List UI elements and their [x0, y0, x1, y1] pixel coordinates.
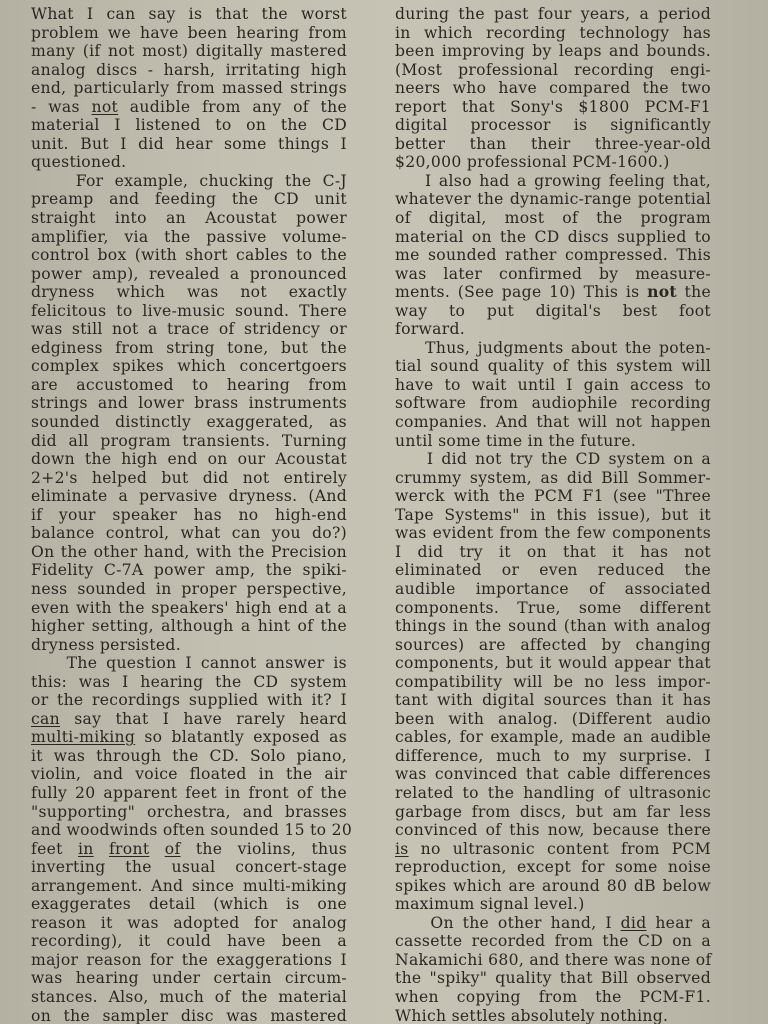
text-run: did all program transients. Turning	[31, 431, 347, 450]
text-run: werck with the PCM F1 (see "Three	[395, 487, 711, 506]
text-line	[395, 784, 711, 803]
text-run: the	[676, 283, 711, 302]
emphasized-text: is	[395, 839, 409, 858]
text-run: even with the speakers' high end at a	[31, 598, 347, 617]
text-run: the "spiky" quality that Bill observed	[395, 969, 711, 988]
text-run: reason it was adopted for analog	[31, 913, 347, 932]
text-run: strings and lower brass instruments	[31, 394, 347, 413]
text-run: crummy system, as did Bill Sommer-	[395, 468, 711, 487]
text-line	[395, 135, 711, 154]
emphasized-text: did	[620, 913, 647, 932]
text-line	[395, 172, 711, 191]
text-line	[395, 654, 711, 673]
text-run: if your speaker has no high-end	[31, 505, 347, 524]
text-line	[395, 877, 711, 896]
text-run: and woodwinds often sounded 15 to 20	[31, 821, 353, 840]
text-line	[395, 636, 711, 655]
text-run: What I can say is that the worst	[31, 5, 347, 23]
text-run: software from audiophile recording	[395, 394, 711, 413]
text-run: control box (with short cables to the	[31, 246, 347, 265]
text-run: eliminate a pervasive dryness. (And	[31, 487, 347, 506]
text-run: sounded distinctly exaggerated, as	[31, 413, 347, 432]
text-line	[31, 190, 347, 209]
text-run: 2+2's helped but did not entirely	[31, 468, 347, 487]
text-run: complex spikes which concertgoers	[31, 357, 347, 376]
text-run: amplifier, via the passive volume-	[31, 227, 347, 246]
text-run: difference, much to my surprise. I	[395, 746, 711, 765]
text-line	[31, 61, 347, 80]
text-run: recording), it could have been a	[31, 932, 347, 951]
text-line	[395, 42, 711, 61]
text-run: components. True, some different	[395, 598, 711, 617]
text-run: no ultrasonic content from PCM	[408, 839, 711, 858]
text-line	[31, 42, 347, 61]
text-run: was still not a trace of stridency or	[31, 320, 347, 339]
text-line	[31, 376, 347, 395]
emphasized-text: of	[164, 839, 181, 858]
text-line	[31, 228, 347, 247]
text-run: garbage from discs, but am far less	[395, 802, 711, 821]
text-run: tial sound quality of this system will	[395, 357, 711, 376]
text-run: eliminated or even reduced the	[395, 561, 711, 580]
text-run: the violins, thus	[180, 839, 348, 858]
text-line	[31, 283, 347, 302]
text-run: material I listened to on the CD	[31, 116, 347, 135]
text-run: maximum signal level.)	[395, 895, 585, 914]
text-run: compatibility will be no less impor-	[395, 672, 711, 691]
text-run: On the other hand, I	[395, 913, 621, 932]
text-line	[31, 803, 347, 822]
text-line	[395, 320, 711, 339]
text-run: stances. Also, much of the material	[31, 987, 347, 1006]
text-line	[395, 153, 711, 172]
text-line	[31, 599, 347, 618]
text-run: Nakamichi 680, and there was none of	[395, 950, 712, 969]
text-run: problem we have been hearing from	[31, 23, 347, 42]
text-line	[395, 821, 711, 840]
text-run: arrangement. And since multi-miking	[31, 876, 347, 895]
text-line	[31, 135, 347, 154]
text-run: tant with digital sources than it has	[395, 691, 711, 710]
text-line	[31, 932, 347, 951]
text-line	[31, 357, 347, 376]
article-column-left	[31, 5, 353, 1024]
text-line	[31, 654, 347, 673]
text-line	[31, 153, 347, 172]
text-run: major reason for the exaggerations I	[31, 950, 347, 969]
text-run: ments. (See page 10) This is	[395, 283, 648, 302]
text-run: companies. And that will not happen	[395, 413, 711, 432]
text-line	[31, 172, 347, 191]
text-line	[395, 858, 711, 877]
text-run: me sounded rather compressed. This	[395, 246, 711, 265]
text-run: was convinced that cable differences	[395, 765, 711, 784]
text-line	[395, 246, 711, 265]
emphasized-text: not	[91, 97, 119, 116]
text-line	[395, 413, 711, 432]
text-line	[31, 877, 347, 896]
text-line	[31, 561, 347, 580]
text-line	[395, 357, 711, 376]
text-line	[31, 895, 347, 914]
text-line	[31, 79, 347, 98]
text-line	[395, 895, 711, 914]
text-run: exaggerates detail (which is one	[31, 895, 347, 914]
text-line	[395, 339, 711, 358]
text-run: violin, and voice floated in the air	[31, 765, 347, 784]
text-line	[31, 413, 347, 432]
text-run: (Most professional recording engi-	[395, 60, 711, 79]
text-run: inverting the usual concert-stage	[31, 858, 347, 877]
text-run: Thus, judgments about the poten-	[395, 338, 711, 357]
text-run: many (if not most) digitally mastered	[31, 42, 347, 61]
text-line	[31, 858, 347, 877]
text-line	[31, 302, 347, 321]
text-run: feet	[31, 839, 79, 858]
text-run: preamp and feeding the CD unit	[31, 190, 347, 209]
text-run: I also had a growing feeling that,	[395, 171, 711, 190]
text-line	[31, 673, 347, 692]
text-line	[395, 432, 711, 451]
text-line	[395, 765, 711, 784]
text-line	[395, 506, 711, 525]
text-run: sources) are affected by changing	[395, 635, 711, 654]
emphasized-text: not	[647, 282, 677, 302]
text-run: was evident from the few components	[395, 524, 711, 543]
text-line	[395, 98, 711, 117]
text-run: cables, for example, made an audible	[395, 728, 711, 747]
text-line	[395, 951, 711, 970]
text-line	[31, 450, 347, 469]
text-line	[395, 61, 711, 80]
text-line	[31, 506, 347, 525]
text-line	[395, 840, 711, 859]
text-run: Which settles absolutely nothing.	[395, 1006, 669, 1024]
text-run: straight into an Acoustat power	[31, 209, 347, 228]
text-run: On the other hand, with the Precision	[31, 542, 347, 561]
text-line	[395, 450, 711, 469]
text-run: For example, chucking the C-J	[31, 171, 347, 190]
text-run: higher setting, although a hint of the	[31, 617, 347, 636]
text-run: The question I cannot answer is	[31, 654, 347, 673]
text-line	[395, 79, 711, 98]
text-run: cassette recorded from the CD on a	[395, 932, 711, 951]
text-run: been with analog. (Different audio	[395, 709, 711, 728]
text-run: reproduction, except for some noise	[395, 858, 711, 877]
text-run: audible importance of associated	[395, 579, 711, 598]
text-run: was later confirmed by measure-	[395, 264, 711, 283]
text-run: material on the CD discs supplied to	[395, 227, 711, 246]
text-run: neers who have compared the two	[395, 79, 711, 98]
text-run: so blatantly exposed as	[135, 728, 347, 747]
text-run: things in the sound (than with analog	[395, 617, 711, 636]
text-run: components, but it would appear that	[395, 654, 711, 673]
text-run: unit. But I did hear some things I	[31, 134, 347, 153]
text-line	[395, 190, 711, 209]
text-line	[395, 302, 711, 321]
text-run	[149, 840, 164, 858]
text-run: been improving by leaps and bounds.	[395, 42, 711, 61]
text-run: say that I have rarely heard	[59, 709, 347, 728]
text-run: balance control, what can you do?)	[31, 524, 347, 543]
text-run: audible from any of the	[118, 97, 347, 116]
text-run: analog discs - harsh, irritating high	[31, 60, 347, 79]
text-run: way to put digital's best foot	[395, 301, 711, 320]
text-run: report that Sony's $1800 PCM-F1	[395, 97, 711, 116]
emphasized-text: in	[78, 839, 94, 858]
text-line	[395, 376, 711, 395]
text-run: dryness which was not exactly	[31, 283, 347, 302]
text-line	[395, 543, 711, 562]
text-run: better than their three-year-old	[395, 134, 711, 153]
text-line	[31, 988, 347, 1007]
text-run: on the sampler disc was mastered	[31, 1006, 347, 1024]
text-run: or the recordings supplied with it? I	[31, 691, 347, 710]
text-line	[395, 710, 711, 729]
text-line	[31, 543, 347, 562]
text-line	[395, 469, 711, 488]
emphasized-text: multi-miking	[31, 728, 136, 747]
text-line	[395, 747, 711, 766]
text-line	[395, 228, 711, 247]
text-run	[94, 840, 109, 858]
text-run: edginess from string tone, but the	[31, 338, 347, 357]
text-run: during the past four years, a period	[395, 5, 711, 23]
text-line	[395, 394, 711, 413]
text-line	[31, 710, 347, 729]
text-run: digital processor is significantly	[395, 116, 711, 135]
text-line	[31, 524, 347, 543]
text-run: "supporting" orchestra, and brasses	[31, 802, 347, 821]
text-run: when copying from the PCM-F1.	[395, 987, 711, 1006]
text-line	[31, 951, 347, 970]
text-line	[395, 914, 711, 933]
text-run: down the high end on our Acoustat	[31, 450, 347, 469]
text-line	[31, 469, 347, 488]
text-run: power amp), revealed a pronounced	[31, 264, 347, 283]
text-line	[395, 673, 711, 692]
text-line	[31, 116, 347, 135]
text-line	[31, 24, 347, 43]
text-run: hear a	[646, 913, 711, 932]
text-run: whatever the dynamic-range potential	[395, 190, 711, 209]
text-run: convinced of this now, because there	[395, 821, 711, 840]
text-line	[31, 98, 347, 117]
text-line	[31, 5, 347, 24]
text-line	[395, 1007, 711, 1024]
text-line	[31, 394, 347, 413]
text-run: was hearing under certain circum-	[31, 969, 347, 988]
text-line	[31, 784, 347, 803]
text-line	[31, 617, 347, 636]
text-line	[395, 932, 711, 951]
text-line	[395, 803, 711, 822]
text-line	[395, 599, 711, 618]
text-run: end, particularly from massed strings	[31, 79, 347, 98]
text-line	[395, 487, 711, 506]
emphasized-text: can	[31, 709, 60, 728]
text-run: felicitous to live-music sound. There	[31, 301, 347, 320]
text-line	[31, 636, 347, 655]
text-line	[395, 265, 711, 284]
text-line	[31, 246, 347, 265]
text-line	[395, 969, 711, 988]
text-run: Tape Systems" in this issue), but it	[395, 505, 711, 524]
text-line	[395, 524, 711, 543]
text-line	[31, 821, 353, 840]
text-run: dryness persisted.	[31, 635, 181, 654]
text-run: Fidelity C-7A power amp, the spiki-	[31, 561, 347, 580]
text-run: this: was I hearing the CD system	[31, 672, 347, 691]
text-run: - was	[31, 97, 92, 116]
text-run: in which recording technology has	[395, 23, 711, 42]
text-line	[31, 691, 347, 710]
text-line	[395, 24, 711, 43]
text-run: it was through the CD. Solo piano,	[31, 746, 347, 765]
text-run: of digital, most of the program	[395, 209, 711, 228]
text-run: until some time in the future.	[395, 431, 637, 450]
text-line	[31, 728, 347, 747]
text-line	[31, 339, 347, 358]
text-line	[31, 320, 347, 339]
text-line	[395, 728, 711, 747]
text-line	[395, 617, 711, 636]
text-line	[31, 487, 347, 506]
text-run: I did try it on that it has not	[395, 542, 711, 561]
text-line	[31, 840, 347, 859]
text-run: ness sounded in proper perspective,	[31, 579, 347, 598]
text-line	[395, 209, 711, 228]
emphasized-text: front	[108, 839, 150, 858]
text-line	[31, 747, 347, 766]
text-run: have to wait until I gain access to	[395, 375, 711, 394]
text-run: forward.	[395, 320, 466, 339]
text-line	[31, 914, 347, 933]
article-column-right	[395, 5, 711, 1024]
text-line	[31, 265, 347, 284]
text-line	[395, 988, 711, 1007]
text-line	[395, 561, 711, 580]
text-line	[31, 765, 347, 784]
text-run: are accustomed to hearing from	[31, 375, 347, 394]
text-run: $20,000 professional PCM-1600.)	[395, 153, 670, 172]
text-line	[31, 580, 347, 599]
text-line	[31, 969, 347, 988]
text-line	[395, 691, 711, 710]
text-line	[395, 580, 711, 599]
text-run: questioned.	[31, 153, 127, 172]
text-line	[31, 432, 347, 451]
text-line	[395, 283, 711, 302]
text-run: I did not try the CD system on a	[395, 450, 711, 469]
text-line	[395, 5, 711, 24]
text-run: fully 20 apparent feet in front of the	[31, 783, 347, 802]
text-line	[31, 1007, 347, 1024]
text-line	[31, 209, 347, 228]
text-line	[395, 116, 711, 135]
text-run: related to the handling of ultrasonic	[395, 783, 711, 802]
text-run: spikes which are around 80 dB below	[395, 876, 711, 895]
